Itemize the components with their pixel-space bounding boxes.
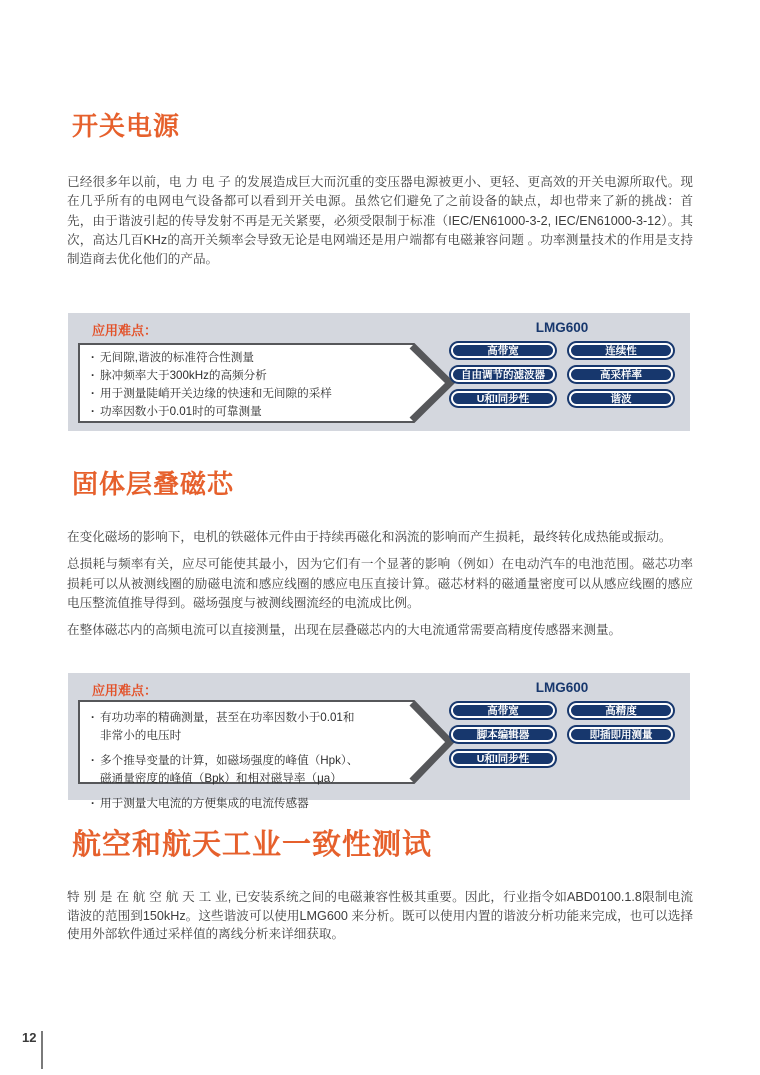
challenge-bullet: · 无间隙,谐波的标准符合性测量 [91, 349, 391, 367]
section-2-paragraph: 在变化磁场的影响下，电机的铁磁体元件由于持续再磁化和涡流的影响而产生损耗，最终转化成热能或振动。 [67, 530, 672, 544]
feature-badge: 即插即用测量 [569, 727, 673, 742]
challenge-list [91, 349, 391, 421]
section-title-laminated-core: 固体层叠磁芯 [72, 469, 235, 499]
section-2-paragraphs [67, 528, 693, 648]
page-number: 12 [22, 1030, 37, 1045]
feature-badge: 高带宽 [451, 343, 555, 358]
application-challenges-label: 应用难点： [92, 323, 158, 338]
feature-badge: 自由调节的滤波器 [451, 367, 555, 382]
arrow-callout [78, 700, 456, 810]
challenge-bullet: · 有功功率的精确测量，甚至在功率因数小于0.01和非常小的电压时 [91, 709, 359, 745]
page-number-rule [41, 1031, 43, 1069]
feature-grid [448, 340, 676, 409]
product-label-lmg600: LMG600 [535, 320, 589, 335]
feature-badge: U和I同步性 [451, 751, 555, 766]
application-box-2 [68, 673, 690, 810]
feature-badge: 高带宽 [451, 703, 555, 718]
challenge-list [91, 709, 359, 820]
feature-badge: 连续性 [569, 343, 673, 358]
section-2-paragraph: 总损耗与频率有关，应尽可能使其最小，因为它们有一个显著的影响（例如）在电动汽车的电池范围。磁芯功率损耗可以从被测线圈的励磁电流和感应线圈的感应电压直接计算。磁芯材料的磁通量密度可以从感应线圈的感应电压整流值推导得到。磁场强度与被测线圈流经的电流成比例。 [67, 557, 693, 610]
arrow-callout [78, 343, 456, 423]
feature-badge: 脚本编辑器 [451, 727, 555, 742]
challenge-bullet: · 功率因数小于0.01时的可靠测量 [91, 403, 391, 421]
section-3-paragraph: 特 别 是 在 航 空 航 天 工 业, 已安装系统之间的电磁兼容性极其重要。因此，行业指令如ABD0100.1.8限制电流谐波的范围到150kHz。这些谐波可以使用LMG600 来分析。既可以使用内置的谐波分析功能来完成，也可以选择使用外部软件通过采样值的离线分析来详细获取。 [67, 890, 693, 941]
section-2-paragraph: 在整体磁芯内的高频电流可以直接测量，出现在层叠磁芯内的大电流通常需要高精度传感器来测量。 [67, 623, 622, 638]
feature-badge: 高精度 [569, 703, 673, 718]
feature-badge: 谐波 [569, 391, 673, 406]
challenge-bullet: · 用于测量大电流的方便集成的电流传感器 [91, 795, 359, 813]
section-title-switching-power: 开关电源 [72, 111, 181, 141]
challenge-bullet: · 用于测量陡峭开关边缘的快速和无间隙的采样 [91, 385, 391, 403]
challenge-bullet: · 多个推导变量的计算，如磁场强度的峰值（Hpk）、磁通量密度的峰值（Bpk）和相对磁导率（μa） [91, 752, 359, 788]
product-label-lmg600: LMG600 [535, 680, 589, 695]
application-challenges-label: 应用难点： [92, 683, 158, 698]
section-title-aerospace-compliance: 航空和航天工业一致性测试 [72, 829, 433, 861]
feature-badge: 高采样率 [569, 367, 673, 382]
feature-grid [448, 700, 676, 769]
application-box-1 [68, 313, 690, 431]
section-1-paragraph: 已经很多年以前，电 力 电 子 的发展造成巨大而沉重的变压器电源被更小、更轻、更高效的开关电源所取代。现在几乎所有的电网电气设备都可以看到开关电源。虽然它们避免了之前设备的缺点，却也带来了新的挑战：首先，由于谐波引起的传导发射不再是无关紧要，必须受限制于标准（IEC/EN61000-3-2, IEC/EN61000-3-12）。其次，高达几百KHz的高开关频率会导致无论是电网端还是用户端都有电磁兼容问题 。功率测量技术的作用是支持制造商去优化他们的产品。 [67, 175, 693, 267]
feature-badge: U和I同步性 [451, 391, 555, 406]
challenge-bullet: · 脉冲频率大于300kHz的高频分析 [91, 367, 391, 385]
